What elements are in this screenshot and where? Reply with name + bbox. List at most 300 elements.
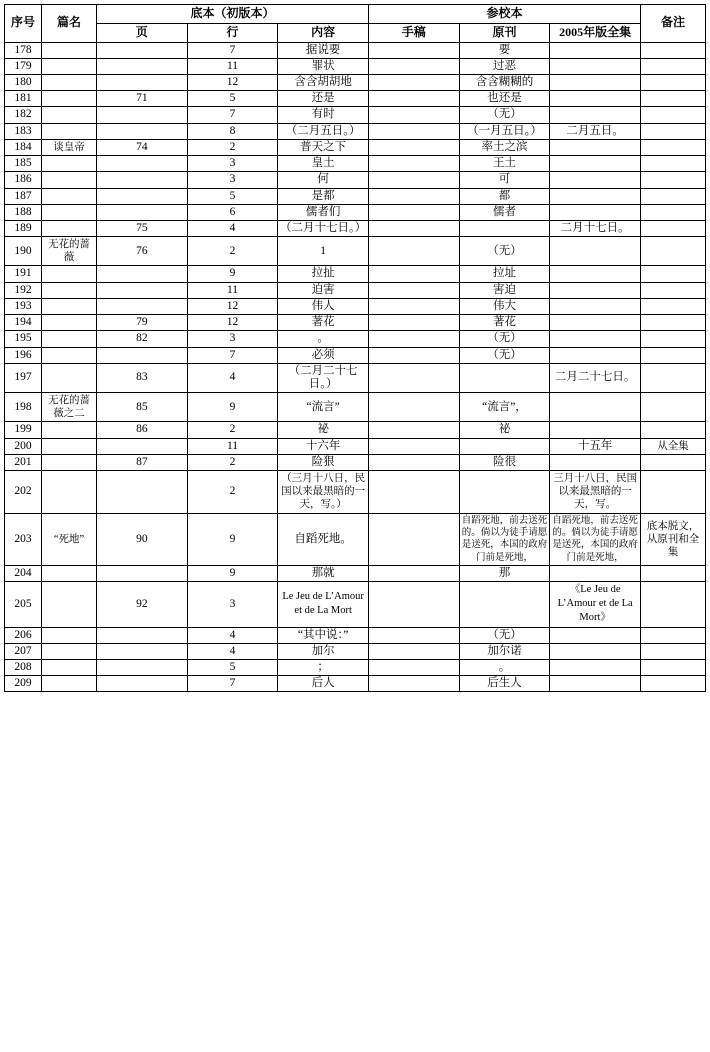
cell-base-page: 82 [97, 331, 188, 347]
cell-2005 [550, 315, 641, 331]
cell-original: 险很 [459, 454, 550, 470]
cell-2005 [550, 91, 641, 107]
cell-base-content: 十六年 [278, 438, 369, 454]
cell-original: 伟大 [459, 298, 550, 314]
cell-note [641, 282, 706, 298]
cell-piece: 无花的蔷薇之二 [42, 393, 97, 422]
cell-2005 [550, 282, 641, 298]
cell-base-line: 5 [187, 660, 278, 676]
cell-seq: 178 [5, 42, 42, 58]
cell-2005 [550, 347, 641, 363]
table-row [5, 676, 706, 692]
cell-seq: 179 [5, 58, 42, 74]
cell-original: 自蹈死地，前去送死的。倘以为徒手请愿是送死，本国的政府门前是死地， [459, 513, 550, 565]
table-row [5, 42, 706, 58]
cell-2005 [550, 643, 641, 659]
cell-original: 那 [459, 565, 550, 581]
cell-note [641, 582, 706, 628]
cell-original [459, 438, 550, 454]
cell-seq: 197 [5, 363, 42, 392]
cell-2005: 《Le Jeu de L’Amour et de La Mort》 [550, 582, 641, 628]
cell-manuscript [368, 266, 459, 282]
table-row [5, 156, 706, 172]
cell-base-line: 3 [187, 582, 278, 628]
cell-piece [42, 347, 97, 363]
cell-original: 率土之滨 [459, 139, 550, 155]
cell-piece [42, 582, 97, 628]
cell-base-line: 12 [187, 315, 278, 331]
cell-manuscript [368, 188, 459, 204]
cell-original: 加尔诺 [459, 643, 550, 659]
cell-base-line: 4 [187, 627, 278, 643]
column-header-piece: 篇名 [42, 5, 97, 43]
table-row [5, 582, 706, 628]
cell-base-content: 著花 [278, 315, 369, 331]
table-row [5, 422, 706, 438]
cell-base-content: 1 [278, 237, 369, 266]
cell-base-line: 9 [187, 393, 278, 422]
cell-piece [42, 660, 97, 676]
cell-base-page: 92 [97, 582, 188, 628]
cell-2005 [550, 139, 641, 155]
cell-base-line: 5 [187, 188, 278, 204]
cell-seq: 194 [5, 315, 42, 331]
table-row [5, 58, 706, 74]
cell-base-content: 普天之下 [278, 139, 369, 155]
cell-manuscript [368, 676, 459, 692]
cell-base-line: 9 [187, 565, 278, 581]
cell-piece [42, 221, 97, 237]
cell-base-page [97, 266, 188, 282]
cell-note [641, 266, 706, 282]
cell-piece [42, 58, 97, 74]
cell-original: （无） [459, 347, 550, 363]
cell-2005 [550, 422, 641, 438]
cell-note [641, 221, 706, 237]
cell-base-line: 3 [187, 331, 278, 347]
cell-manuscript [368, 172, 459, 188]
cell-manuscript [368, 58, 459, 74]
table-row [5, 660, 706, 676]
cell-note [641, 156, 706, 172]
cell-base-line: 12 [187, 298, 278, 314]
cell-original [459, 363, 550, 392]
cell-2005 [550, 188, 641, 204]
cell-manuscript [368, 565, 459, 581]
cell-original: （无） [459, 237, 550, 266]
column-header-note: 备注 [641, 5, 706, 43]
cell-base-content: “其中说：” [278, 627, 369, 643]
column-header-original-publication: 原刊 [459, 23, 550, 42]
cell-base-line: 11 [187, 438, 278, 454]
cell-base-page: 85 [97, 393, 188, 422]
cell-seq: 185 [5, 156, 42, 172]
cell-2005 [550, 58, 641, 74]
table-row [5, 454, 706, 470]
cell-seq: 206 [5, 627, 42, 643]
cell-2005 [550, 204, 641, 220]
table-row [5, 237, 706, 266]
cell-seq: 181 [5, 91, 42, 107]
cell-base-content: 罪状 [278, 58, 369, 74]
cell-base-page [97, 204, 188, 220]
cell-note [641, 123, 706, 139]
cell-base-content: 加尔 [278, 643, 369, 659]
cell-note [641, 298, 706, 314]
cell-seq: 205 [5, 582, 42, 628]
cell-base-page: 86 [97, 422, 188, 438]
cell-manuscript [368, 438, 459, 454]
cell-manuscript [368, 513, 459, 565]
cell-note [641, 188, 706, 204]
cell-piece [42, 204, 97, 220]
cell-manuscript [368, 221, 459, 237]
cell-note [641, 75, 706, 91]
cell-seq: 201 [5, 454, 42, 470]
cell-base-page [97, 172, 188, 188]
cell-base-page [97, 75, 188, 91]
cell-note [641, 204, 706, 220]
cell-base-line: 4 [187, 363, 278, 392]
cell-base-content: 后人 [278, 676, 369, 692]
cell-2005 [550, 393, 641, 422]
cell-seq: 202 [5, 471, 42, 513]
cell-note [641, 363, 706, 392]
cell-piece [42, 123, 97, 139]
cell-note [641, 471, 706, 513]
cell-base-content: 儒者们 [278, 204, 369, 220]
cell-piece [42, 422, 97, 438]
table-row [5, 266, 706, 282]
cell-2005 [550, 454, 641, 470]
cell-seq: 203 [5, 513, 42, 565]
cell-piece [42, 172, 97, 188]
cell-2005 [550, 172, 641, 188]
cell-piece [42, 75, 97, 91]
cell-original: （一月五日。） [459, 123, 550, 139]
table-row [5, 331, 706, 347]
cell-base-line: 7 [187, 107, 278, 123]
cell-base-page [97, 156, 188, 172]
cell-piece [42, 91, 97, 107]
cell-piece [42, 315, 97, 331]
cell-seq: 189 [5, 221, 42, 237]
cell-base-line: 7 [187, 676, 278, 692]
cell-base-page: 90 [97, 513, 188, 565]
cell-manuscript [368, 363, 459, 392]
table-row [5, 393, 706, 422]
cell-base-page [97, 123, 188, 139]
cell-base-line: 5 [187, 91, 278, 107]
column-header-base-group: 底本（初版本） [97, 5, 369, 24]
cell-seq: 187 [5, 188, 42, 204]
cell-base-line: 11 [187, 58, 278, 74]
cell-base-content: 。 [278, 331, 369, 347]
cell-seq: 208 [5, 660, 42, 676]
cell-manuscript [368, 347, 459, 363]
cell-seq: 180 [5, 75, 42, 91]
cell-base-page [97, 438, 188, 454]
cell-manuscript [368, 42, 459, 58]
cell-base-content: 那就 [278, 565, 369, 581]
cell-seq: 192 [5, 282, 42, 298]
cell-note [641, 660, 706, 676]
cell-base-line: 2 [187, 139, 278, 155]
cell-base-page [97, 643, 188, 659]
cell-piece [42, 298, 97, 314]
cell-2005 [550, 627, 641, 643]
cell-original: 王土 [459, 156, 550, 172]
cell-seq: 191 [5, 266, 42, 282]
cell-piece [42, 363, 97, 392]
cell-original: 后生人 [459, 676, 550, 692]
column-header-2005-collected-works: 2005年版全集 [550, 23, 641, 42]
cell-base-content: （二月五日。） [278, 123, 369, 139]
cell-piece: “死地” [42, 513, 97, 565]
cell-original: 拉址 [459, 266, 550, 282]
cell-base-content: 据说要 [278, 42, 369, 58]
cell-manuscript [368, 471, 459, 513]
cell-note [641, 454, 706, 470]
cell-manuscript [368, 123, 459, 139]
cell-original: 都 [459, 188, 550, 204]
cell-2005 [550, 565, 641, 581]
column-header-ref-group: 参校本 [368, 5, 640, 24]
cell-piece [42, 438, 97, 454]
table-row [5, 315, 706, 331]
column-header-base-line: 行 [187, 23, 278, 42]
table-body [5, 42, 706, 692]
cell-note [641, 565, 706, 581]
cell-piece [42, 42, 97, 58]
cell-2005 [550, 331, 641, 347]
cell-seq: 186 [5, 172, 42, 188]
cell-piece [42, 266, 97, 282]
cell-note [641, 107, 706, 123]
table-row [5, 204, 706, 220]
table-row [5, 565, 706, 581]
cell-base-page: 87 [97, 454, 188, 470]
cell-original [459, 221, 550, 237]
cell-2005 [550, 107, 641, 123]
table-row [5, 139, 706, 155]
cell-note: 底本脱文，从原刊和全集 [641, 513, 706, 565]
cell-seq: 183 [5, 123, 42, 139]
cell-note [641, 676, 706, 692]
cell-seq: 209 [5, 676, 42, 692]
cell-original [459, 582, 550, 628]
cell-note [641, 643, 706, 659]
table-row [5, 438, 706, 454]
table-row [5, 188, 706, 204]
cell-manuscript [368, 75, 459, 91]
table-header [5, 5, 706, 43]
cell-base-line: 2 [187, 237, 278, 266]
cell-piece [42, 643, 97, 659]
cell-2005 [550, 660, 641, 676]
cell-base-page: 75 [97, 221, 188, 237]
cell-2005 [550, 75, 641, 91]
cell-piece: 无花的蔷薇 [42, 237, 97, 266]
cell-2005 [550, 156, 641, 172]
cell-original [459, 471, 550, 513]
cell-base-content: 险狠 [278, 454, 369, 470]
cell-seq: 193 [5, 298, 42, 314]
cell-seq: 196 [5, 347, 42, 363]
cell-seq: 207 [5, 643, 42, 659]
cell-note [641, 237, 706, 266]
table-row [5, 172, 706, 188]
cell-manuscript [368, 643, 459, 659]
collation-table [4, 4, 706, 692]
cell-base-content: 是都 [278, 188, 369, 204]
table-row [5, 91, 706, 107]
cell-original: 也还是 [459, 91, 550, 107]
cell-2005: 十五年 [550, 438, 641, 454]
cell-manuscript [368, 204, 459, 220]
cell-piece [42, 282, 97, 298]
table-row [5, 363, 706, 392]
cell-base-line: 12 [187, 75, 278, 91]
cell-base-page [97, 565, 188, 581]
cell-base-content: 自蹈死地。 [278, 513, 369, 565]
cell-original: “流言”， [459, 393, 550, 422]
cell-original: 著花 [459, 315, 550, 331]
cell-manuscript [368, 107, 459, 123]
cell-base-line: 2 [187, 454, 278, 470]
cell-base-page [97, 58, 188, 74]
column-header-manuscript: 手稿 [368, 23, 459, 42]
cell-base-page: 79 [97, 315, 188, 331]
table-row [5, 471, 706, 513]
cell-base-line: 9 [187, 266, 278, 282]
cell-base-page [97, 107, 188, 123]
cell-seq: 195 [5, 331, 42, 347]
cell-base-page [97, 660, 188, 676]
cell-manuscript [368, 315, 459, 331]
cell-base-line: 3 [187, 172, 278, 188]
cell-base-line: 2 [187, 471, 278, 513]
cell-manuscript [368, 91, 459, 107]
cell-base-page: 76 [97, 237, 188, 266]
table-row [5, 627, 706, 643]
cell-base-line: 3 [187, 156, 278, 172]
cell-base-line: 4 [187, 221, 278, 237]
cell-seq: 198 [5, 393, 42, 422]
cell-seq: 200 [5, 438, 42, 454]
cell-base-page: 74 [97, 139, 188, 155]
cell-manuscript [368, 156, 459, 172]
cell-piece: 谈皇帝 [42, 139, 97, 155]
cell-note [641, 172, 706, 188]
cell-base-content: 何 [278, 172, 369, 188]
cell-note [641, 139, 706, 155]
cell-base-content: ； [278, 660, 369, 676]
cell-note [641, 42, 706, 58]
cell-base-page [97, 347, 188, 363]
cell-seq: 182 [5, 107, 42, 123]
cell-base-content: 拉扯 [278, 266, 369, 282]
cell-seq: 190 [5, 237, 42, 266]
cell-note [641, 58, 706, 74]
cell-base-page [97, 298, 188, 314]
cell-base-content: （二月十七日。） [278, 221, 369, 237]
cell-base-line: 4 [187, 643, 278, 659]
cell-manuscript [368, 237, 459, 266]
cell-note [641, 331, 706, 347]
cell-2005: 二月十七日。 [550, 221, 641, 237]
table-header-row-2 [5, 23, 706, 42]
cell-manuscript [368, 393, 459, 422]
cell-base-content: （三月十八日，民国以来最黑暗的一天，写。） [278, 471, 369, 513]
cell-original: 儒者 [459, 204, 550, 220]
cell-original: 要 [459, 42, 550, 58]
cell-base-line: 9 [187, 513, 278, 565]
cell-piece [42, 627, 97, 643]
cell-original: （无） [459, 107, 550, 123]
cell-base-page: 83 [97, 363, 188, 392]
table-row [5, 298, 706, 314]
cell-base-content: “流言” [278, 393, 369, 422]
cell-manuscript [368, 627, 459, 643]
cell-original: （无） [459, 331, 550, 347]
cell-manuscript [368, 454, 459, 470]
cell-manuscript [368, 660, 459, 676]
cell-note: 从全集 [641, 438, 706, 454]
cell-seq: 184 [5, 139, 42, 155]
table-row [5, 282, 706, 298]
cell-2005 [550, 676, 641, 692]
cell-base-content: 必须 [278, 347, 369, 363]
cell-base-content: 有时 [278, 107, 369, 123]
cell-piece [42, 454, 97, 470]
cell-manuscript [368, 582, 459, 628]
cell-original: 。 [459, 660, 550, 676]
cell-piece [42, 156, 97, 172]
cell-base-content: 含含胡胡地 [278, 75, 369, 91]
cell-piece [42, 188, 97, 204]
table-row [5, 347, 706, 363]
cell-piece [42, 676, 97, 692]
cell-2005: 自蹈死地，前去送死的。倘以为徒手请愿是送死，本国的政府门前是死地， [550, 513, 641, 565]
cell-2005 [550, 298, 641, 314]
cell-piece [42, 331, 97, 347]
cell-2005: 二月五日。 [550, 123, 641, 139]
cell-base-content: 迫害 [278, 282, 369, 298]
table-row [5, 107, 706, 123]
cell-2005 [550, 237, 641, 266]
table-row [5, 643, 706, 659]
cell-seq: 199 [5, 422, 42, 438]
cell-piece [42, 471, 97, 513]
table-row [5, 513, 706, 565]
cell-original: （无） [459, 627, 550, 643]
column-header-base-content: 内容 [278, 23, 369, 42]
cell-original: 可 [459, 172, 550, 188]
cell-base-line: 11 [187, 282, 278, 298]
cell-original: 过恶 [459, 58, 550, 74]
cell-base-line: 6 [187, 204, 278, 220]
cell-note [641, 393, 706, 422]
table-row [5, 75, 706, 91]
cell-note [641, 315, 706, 331]
cell-base-content: 皇土 [278, 156, 369, 172]
cell-base-line: 7 [187, 42, 278, 58]
cell-note [641, 627, 706, 643]
cell-base-line: 2 [187, 422, 278, 438]
cell-base-line: 7 [187, 347, 278, 363]
table-row [5, 221, 706, 237]
